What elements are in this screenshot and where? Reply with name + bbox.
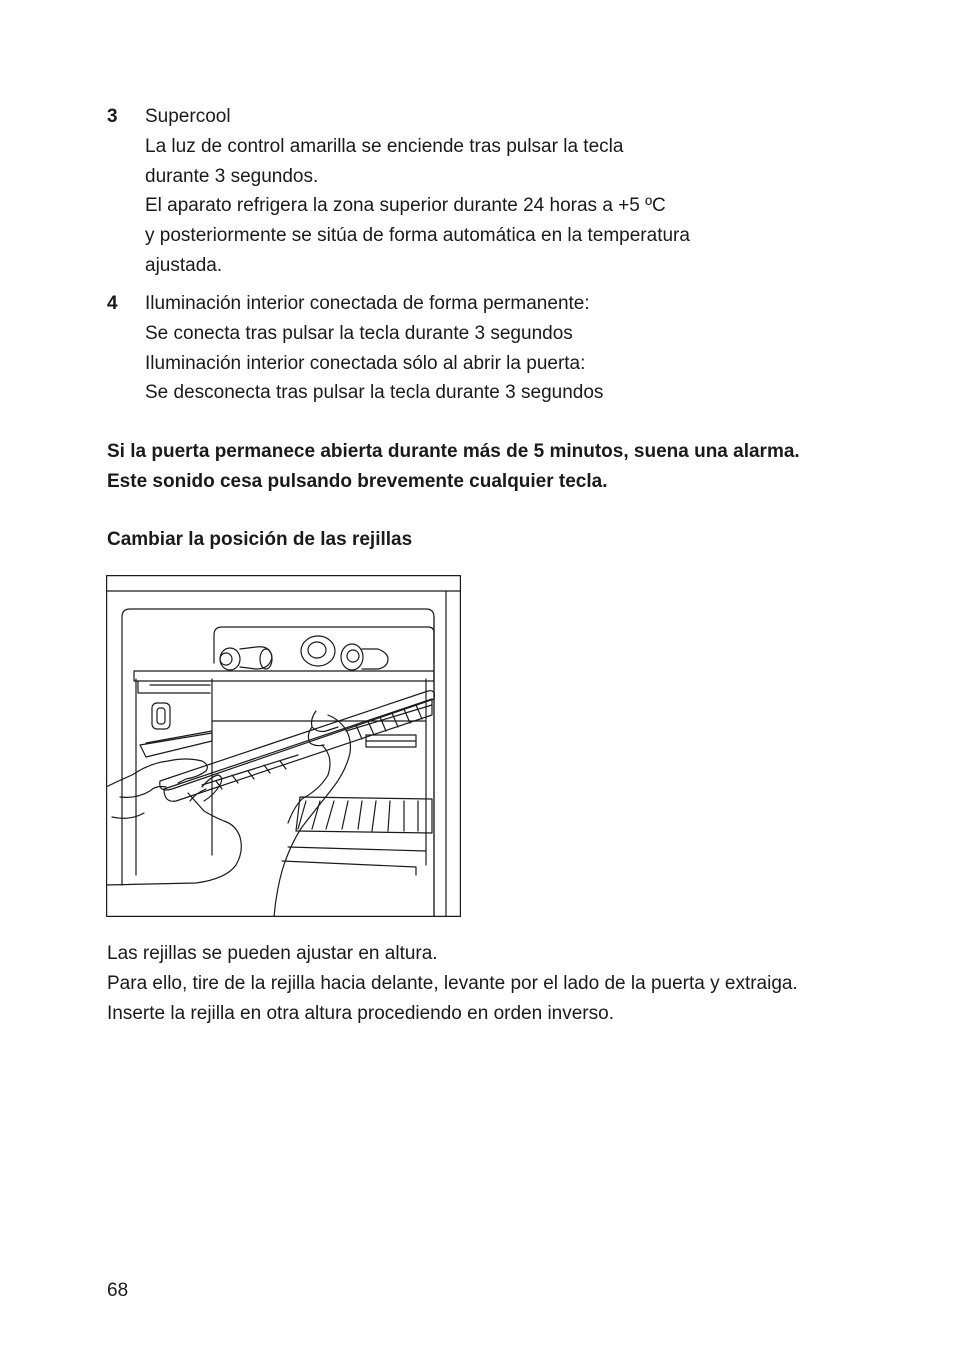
body-line: Inserte la rejilla en otra altura procediendo en orden inverso.: [107, 1002, 614, 1024]
list-item-line: durante 3 segundos.: [145, 165, 319, 187]
list-item-line: Supercool: [145, 106, 231, 127]
list-item-number: 3: [107, 106, 118, 127]
list-item-line: El aparato refrigera la zona superior durante 24 horas a +5 ºC: [145, 195, 666, 217]
list-item-line: Iluminación interior conectada de forma permanente:: [145, 293, 590, 314]
page-number: 68: [107, 1280, 129, 1301]
warning-line: Este sonido cesa pulsando brevemente cualquier tecla.: [107, 470, 608, 492]
shelf-instructions: [107, 939, 907, 1028]
shelf-illustration: [106, 575, 461, 917]
list-item-line: Iluminación interior conectada sólo al abrir la puerta:: [145, 352, 586, 374]
section-heading: Cambiar la posición de las rejillas: [107, 529, 413, 550]
list-item-line: Se desconecta tras pulsar la tecla durante 3 segundos: [145, 382, 604, 404]
body-line: Las rejillas se pueden ajustar en altura.: [107, 943, 438, 964]
shelf-removal-drawing: [106, 575, 461, 917]
door-alarm-warning: [107, 437, 907, 497]
list-item-number: 4: [107, 293, 118, 314]
list-item-line: Se conecta tras pulsar la tecla durante 3 segundos: [145, 322, 573, 344]
list-item-line: y posteriormente se sitúa de forma automática en la temperatura: [145, 225, 690, 247]
body-line: Para ello, tire de la rejilla hacia delante, levante por el lado de la puerta y extraiga.: [107, 972, 798, 994]
list-item-line: La luz de control amarilla se enciende tras pulsar la tecla: [145, 135, 624, 157]
list-item-line: ajustada.: [145, 254, 223, 276]
warning-line: Si la puerta permanece abierta durante más de 5 minutos, suena una alarma.: [107, 441, 800, 462]
